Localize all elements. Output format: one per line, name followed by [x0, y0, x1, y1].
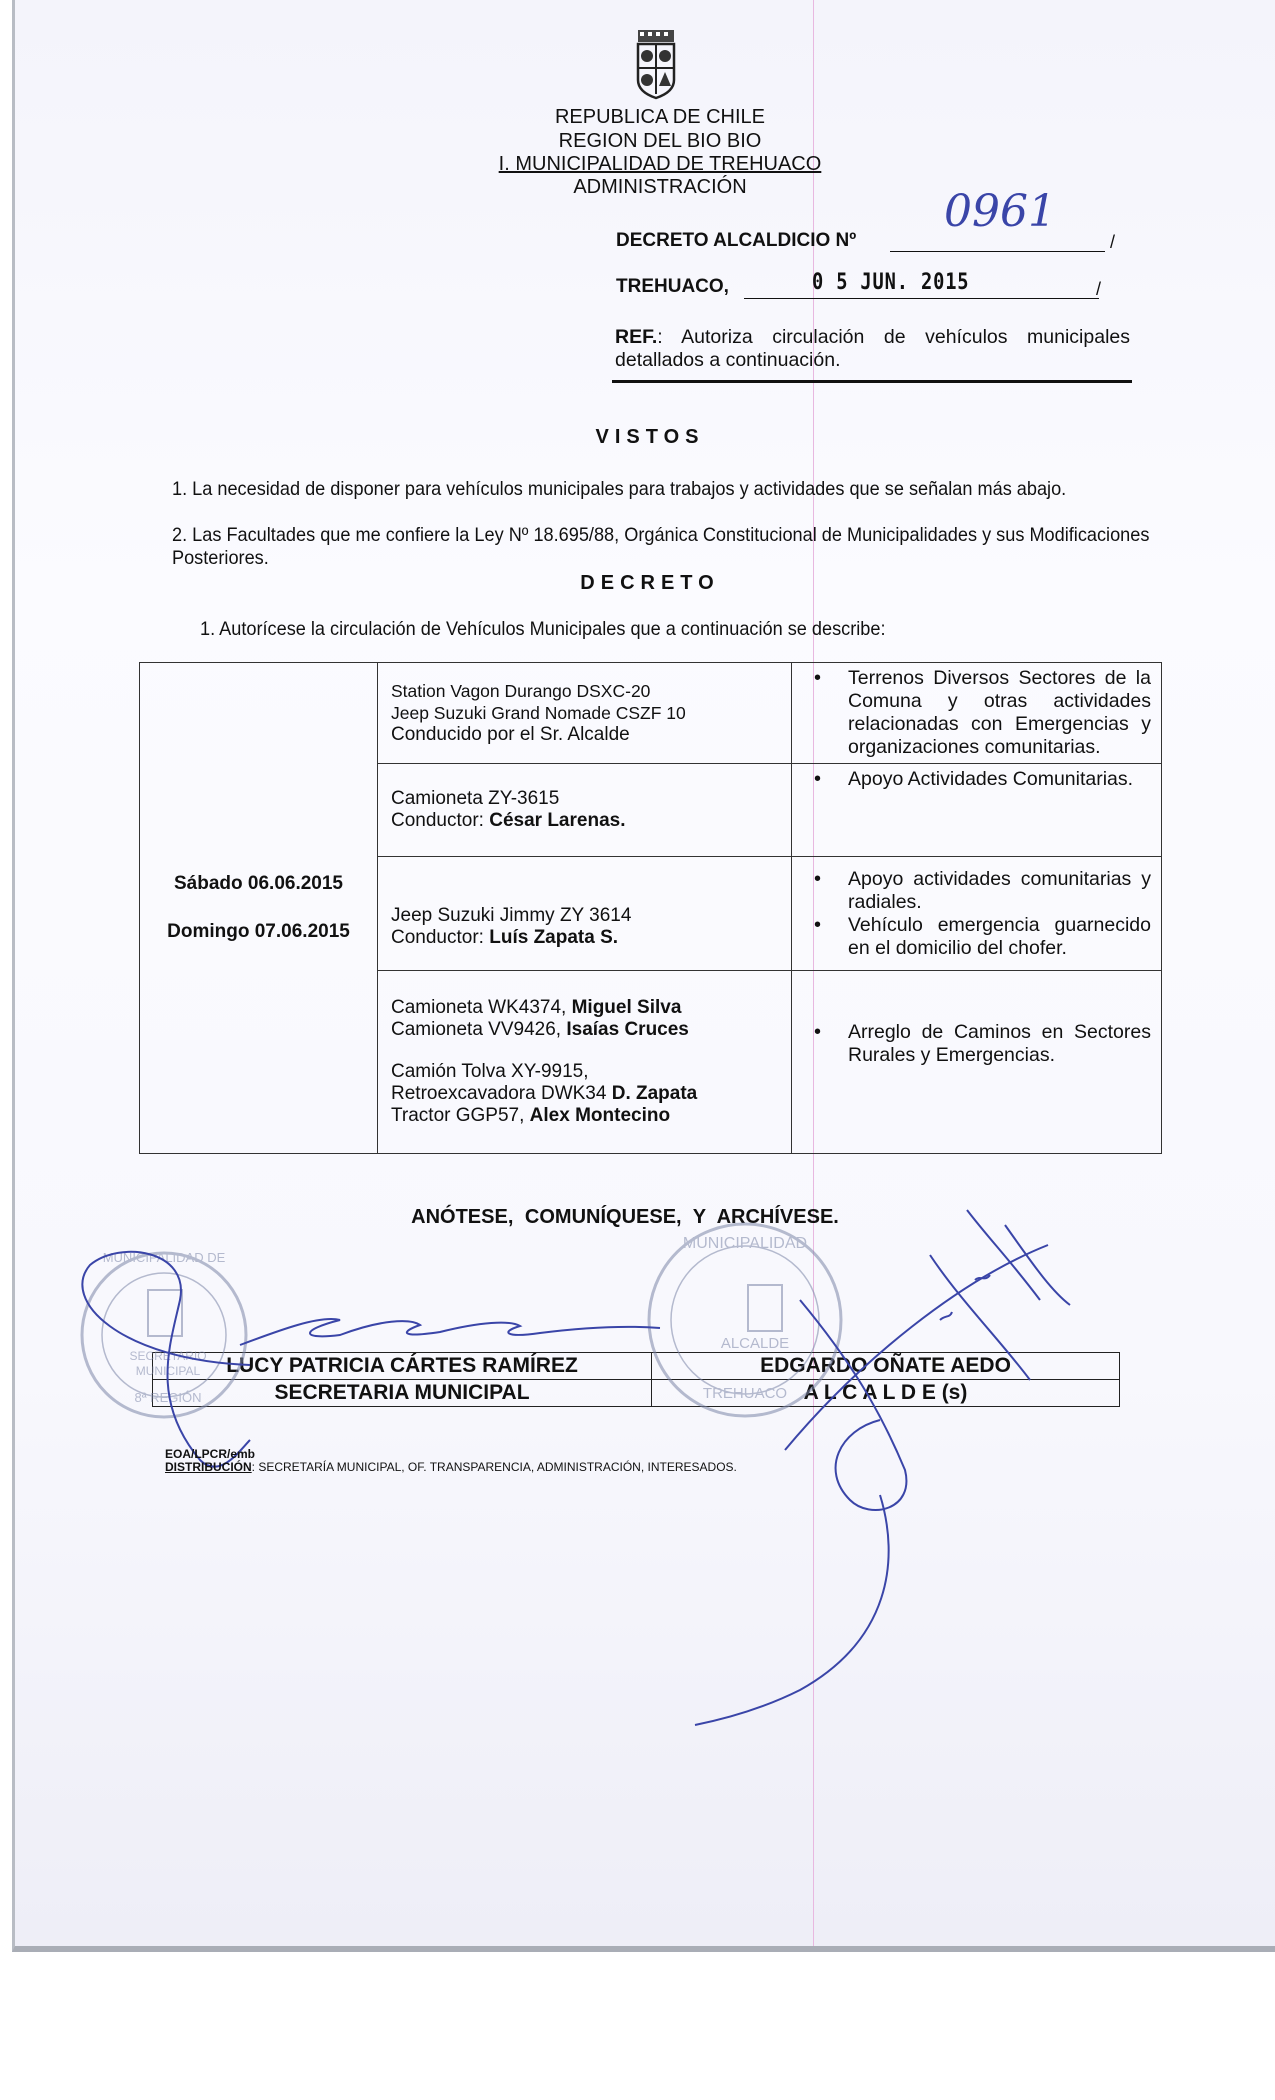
activity-item: • Apoyo Actividades Comunitarias.	[804, 768, 1151, 791]
signature-table	[152, 1352, 1120, 1407]
date-line	[744, 298, 1099, 299]
svg-text:MUNICIPAL: MUNICIPAL	[135, 1364, 201, 1378]
decree-number-line	[890, 251, 1105, 252]
vehicle-line	[391, 680, 791, 702]
vehicle-line	[391, 788, 791, 810]
vehicles-cell	[378, 663, 792, 764]
activities-cell	[792, 857, 1162, 971]
decree-number-handwritten: 0961	[944, 186, 1056, 237]
mayor-title: A L C A L D E (s)	[652, 1380, 1120, 1407]
decreto-title: DECRETO	[580, 572, 720, 594]
vistos-item-2: 2. Las Facultades que me confiere la Ley Nº 18.695/88, Orgánica Constitucional de Municipalidades y sus Modificaciones Posteriores.	[172, 524, 1150, 569]
ref-rule	[612, 380, 1132, 383]
vehicle-text: Camioneta ZY-3615	[391, 788, 560, 809]
distribution-label: DISTRIBUCIÓN	[165, 1460, 252, 1474]
distribution	[165, 1460, 737, 1474]
coat-of-arms-icon	[632, 28, 680, 100]
vehicles-cell	[378, 857, 792, 971]
slash: /	[1096, 279, 1102, 299]
vehicle-line	[391, 905, 791, 927]
vehicle-text: Conducido por el Sr. Alcalde	[391, 724, 630, 745]
decreto-item-1: 1. Autorícese la circulación de Vehículos Municipales que a continuación se describe:	[200, 618, 886, 640]
vehicle-text: Station Vagon Durango DSXC-20	[391, 681, 651, 701]
place-label: TREHUACO,	[616, 276, 729, 297]
driver-name: Miguel Silva	[571, 997, 682, 1018]
svg-text:TREHUACO: TREHUACO	[702, 1385, 788, 1402]
vehicle-text: Camioneta VV9426,	[391, 1019, 567, 1040]
driver-name: César Larenas.	[489, 810, 626, 831]
secretary-title: SECRETARIA MUNICIPAL	[153, 1380, 652, 1407]
vehicle-text: Conductor:	[391, 927, 490, 948]
date-stamp: 0 5 JUN. 2015	[812, 270, 970, 295]
table-row	[140, 663, 1162, 764]
vehicle-line	[391, 1061, 791, 1083]
vehicle-line	[391, 724, 791, 746]
ref-label: REF.	[615, 326, 658, 348]
mayor-name: EDGARDO OÑATE AEDO	[652, 1353, 1120, 1380]
date-cell	[140, 663, 378, 1154]
reference	[615, 326, 1130, 372]
distribution-text: : SECRETARÍA MUNICIPAL, OF. TRANSPARENCIA, ADMINISTRACIÓN, INTERESADOS.	[251, 1460, 737, 1474]
vehicles-table	[139, 662, 1162, 1154]
svg-text:MUNICIPALIDAD: MUNICIPALIDAD	[682, 1235, 808, 1252]
header-republic: REPUBLICA DE CHILE	[554, 106, 766, 128]
vistos-title: VISTOS	[595, 426, 705, 448]
svg-text:MUNICIPALIDAD DE: MUNICIPALIDAD DE	[102, 1250, 226, 1265]
vehicle-line	[391, 927, 791, 949]
activities-cell	[792, 663, 1162, 764]
svg-text:8ª REGIÓN: 8ª REGIÓN	[134, 1390, 202, 1405]
svg-text:ALCALDE: ALCALDE	[720, 1335, 790, 1352]
date-saturday: Sábado 06.06.2015	[174, 873, 343, 894]
vehicle-text: Camioneta WK4374,	[391, 997, 572, 1018]
vehicle-line	[391, 1019, 791, 1041]
activity-item: • Terrenos Diversos Sectores de la Comuna y otras actividades relacionadas con Emergencias y organizaciones comunitarias.	[804, 667, 1151, 759]
activity-item: • Arreglo de Caminos en Sectores Rurales y Emergencias.	[804, 1021, 1151, 1067]
date-sunday: Domingo 07.06.2015	[167, 921, 350, 942]
slash: /	[1110, 232, 1116, 252]
secretary-name: LUCY PATRICIA CÁRTES RAMÍREZ	[153, 1353, 652, 1380]
activity-item: • Vehículo emergencia guarnecido en el domicilio del chofer.	[804, 914, 1151, 960]
vistos-item-1: 1. La necesidad de disponer para vehículos municipales para trabajos y actividades que se señalan más abajo.	[172, 478, 1067, 500]
activity-item: • Apoyo actividades comunitarias y radiales.	[804, 868, 1151, 914]
ref-text: : Autoriza circulación de vehículos municipales detallados a continuación.	[615, 326, 1130, 371]
vehicle-text: Jeep Suzuki Grand Nomade CSZF 10	[391, 703, 686, 723]
vehicle-text: Conductor:	[391, 810, 490, 831]
vehicle-line	[391, 810, 791, 832]
vehicle-text: Camión Tolva XY-9915,	[391, 1061, 589, 1082]
vehicle-line	[391, 1105, 791, 1127]
header-municipality: I. MUNICIPALIDAD DE TREHUACO	[498, 153, 822, 175]
activities-cell	[792, 971, 1162, 1154]
vehicle-line	[391, 702, 791, 724]
driver-name: D. Zapata	[611, 1083, 698, 1104]
decree-number-label: DECRETO ALCALDICIO Nº	[616, 230, 857, 251]
driver-name: Luís Zapata S.	[489, 927, 619, 948]
vehicle-line	[391, 1083, 791, 1105]
svg-text:SECRETARIO: SECRETARIO	[129, 1349, 207, 1363]
closing-formula: ANÓTESE, COMUNÍQUESE, Y ARCHÍVESE.	[411, 1206, 839, 1228]
vehicle-text: Jeep Suzuki Jimmy ZY 3614	[391, 905, 632, 926]
vehicle-text: Tractor GGP57,	[391, 1105, 530, 1126]
vehicles-cell	[378, 764, 792, 857]
driver-name: Alex Montecino	[529, 1105, 671, 1126]
header-department: ADMINISTRACIÓN	[573, 176, 747, 198]
initials: EOA/LPCR/emb	[165, 1447, 256, 1461]
vehicles-cell	[378, 971, 792, 1154]
header-region: REGION DEL BIO BIO	[558, 130, 762, 152]
activities-cell	[792, 764, 1162, 857]
vehicle-text: Retroexcavadora DWK34	[391, 1083, 612, 1104]
vehicle-line	[391, 997, 791, 1019]
driver-name: Isaías Cruces	[566, 1019, 689, 1040]
